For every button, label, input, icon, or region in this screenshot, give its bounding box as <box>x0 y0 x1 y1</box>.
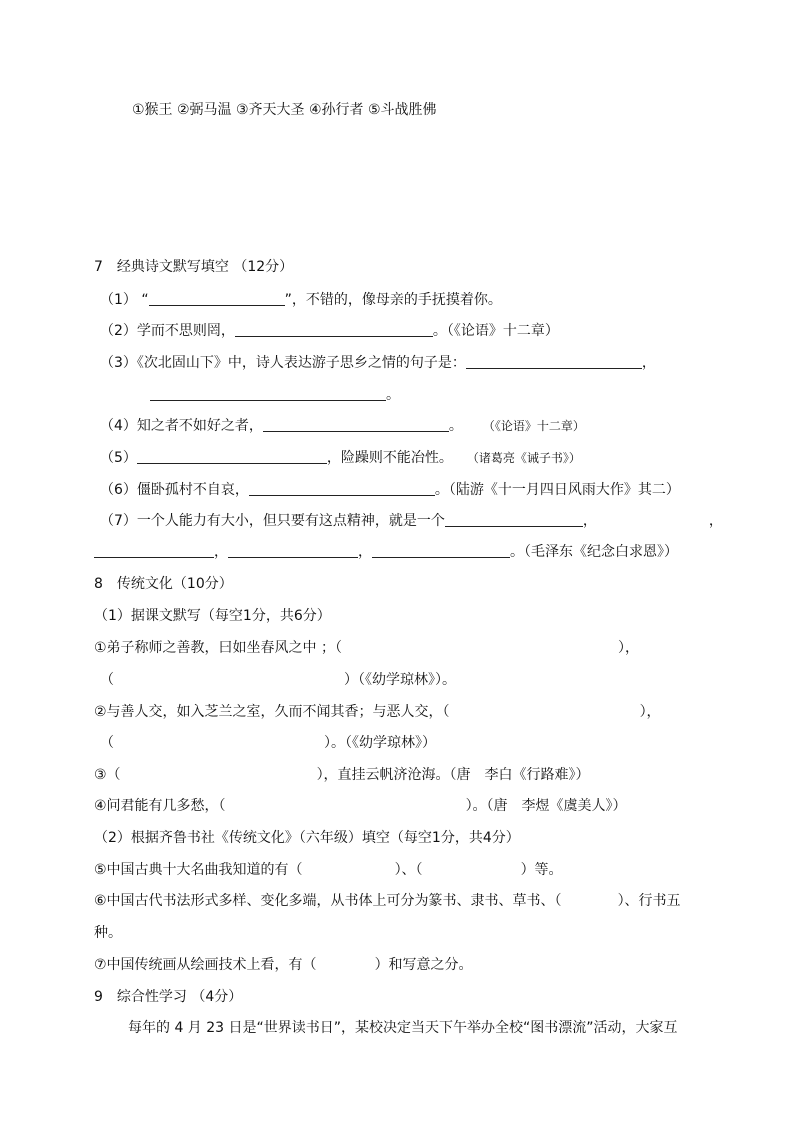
text: （6）僵卧孤村不自哀， <box>100 482 249 498</box>
text: ，险躁则不能冶性。 <box>326 450 453 466</box>
text: 。 <box>386 387 400 403</box>
text: ⑦中国传统画从绘画技术上看，有（ <box>94 957 317 973</box>
answer-blank[interactable] <box>150 386 386 401</box>
text: ①弟子称师之善教，曰如坐春风之中 ；（ <box>94 640 342 656</box>
q8-sub2: （2）根据齐鲁书社《传统文化》（六年级）填空（每空1分，共4分） <box>94 830 520 846</box>
source-note: （诸葛亮《诫子书》） <box>472 451 581 465</box>
text: ”，不错的，像母亲的手抚摸着你。 <box>284 292 502 308</box>
q8-title: 8 传统文化（10分） <box>94 576 233 592</box>
text: （2）学而不思则罔， <box>100 323 235 339</box>
answer-blank[interactable] <box>372 543 510 558</box>
text: ），直挂云帆济沧海。（唐 李白《行路难》） <box>316 767 590 783</box>
text: ）。（唐 李煜《虞美人》） <box>465 798 627 814</box>
source-note: （《论语》十二章） <box>488 419 585 433</box>
q8-line-b2 <box>94 892 681 910</box>
text: ）、行书五 <box>617 893 681 909</box>
text: ⑥中国古代书法形式多样、变化多端，从书体上可分为篆书、隶书、草书、（ <box>94 893 562 909</box>
q8-line-b1 <box>94 861 563 879</box>
text: ⑤中国古典十大名曲我知道的有（ <box>94 862 303 878</box>
q7-line-7b <box>94 543 678 561</box>
text: ）和写意之分。 <box>374 957 473 973</box>
text: ）（《幼学琼林》）。 <box>344 672 456 688</box>
answer-blank[interactable] <box>149 291 285 306</box>
q8-line-a2 <box>100 671 456 689</box>
q7-line-4 <box>100 417 585 435</box>
text: ②与善人交，如入芝兰之室，久而不闻其香；与恶人交，（ <box>94 704 450 720</box>
text: ）， <box>618 640 639 656</box>
answer-blank[interactable] <box>466 354 642 369</box>
q8-line-a1 <box>94 639 639 657</box>
answer-blank[interactable] <box>137 449 327 464</box>
text: ）、（ <box>394 862 423 878</box>
text: （7）一个人能力有大小，但只要有这点精神，就是一个 <box>100 513 445 529</box>
text: ）等。 <box>520 862 563 878</box>
q7-line-5 <box>100 449 581 467</box>
text: 。 <box>448 418 463 434</box>
text: ③（ <box>94 767 121 783</box>
q9-title: 9 综合性学习 （4分） <box>94 989 243 1005</box>
text: ， <box>358 544 372 560</box>
answer-blank[interactable] <box>228 543 358 558</box>
q7-line-3b <box>150 386 400 404</box>
q8-line-a5 <box>94 766 590 784</box>
text: 。（《论语》十二章） <box>432 323 559 339</box>
text: （1） “ <box>100 292 149 308</box>
text: 。（毛泽东《纪念白求恩》） <box>510 544 678 560</box>
q7-line-6 <box>100 481 680 499</box>
q8-line-a4 <box>100 734 436 752</box>
text: （ <box>100 672 114 688</box>
answer-blank[interactable] <box>445 512 583 527</box>
text: ， <box>214 544 228 560</box>
text: （ <box>100 735 114 751</box>
choice-list: ①猴王 ②弼马温 ③齐天大圣 ④孙行者 ⑤斗战胜佛 <box>132 102 437 118</box>
text: ， <box>641 355 656 371</box>
q8-line-a3 <box>94 703 661 721</box>
q7-title: 7 经典诗文默写填空 （12分） <box>94 259 294 275</box>
text: （4）知之者不如好之者， <box>100 418 263 434</box>
q7-line-3 <box>100 354 656 372</box>
q8-sub1: （1）据课文默写（每空1分，共6分） <box>94 608 331 624</box>
text: ， <box>708 513 723 529</box>
text: ）。（《幼学琼林》） <box>324 735 436 751</box>
answer-blank[interactable] <box>249 481 435 496</box>
q7-line-1 <box>100 291 502 309</box>
q9-paragraph: 每年的 4 月 23 日是“世界读书日”，某校决定当天下午举办全校“图书漂流”活动，大家互 <box>128 1020 678 1036</box>
q8-line-b3: 种。 <box>94 925 122 941</box>
text: 。（陆游《十一月四日风雨大作》其二） <box>434 482 680 498</box>
q7-line-2 <box>100 322 559 340</box>
text: （3）《次北固山下》中，诗人表达游子思乡之情的句子是： <box>100 355 466 371</box>
text: （5） <box>100 450 137 466</box>
q7-line-7 <box>100 512 723 530</box>
text: ④问君能有几多愁，（ <box>94 798 226 814</box>
q8-line-b4 <box>94 956 473 974</box>
q8-line-a6 <box>94 797 627 815</box>
answer-blank[interactable] <box>263 417 449 432</box>
answer-blank[interactable] <box>94 543 214 558</box>
text: ， <box>582 513 597 529</box>
answer-blank[interactable] <box>235 322 433 337</box>
text: ）， <box>639 704 661 720</box>
